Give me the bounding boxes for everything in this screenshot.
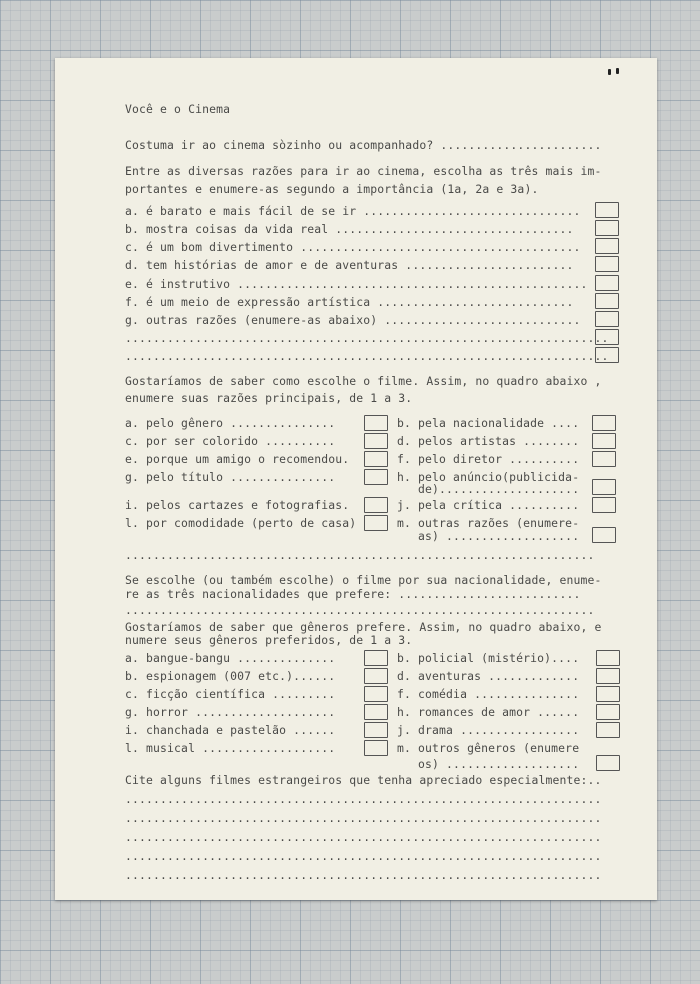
question-2-line-2: portantes e enumere-as segundo a importância (1a, 2a e 3a). bbox=[125, 182, 539, 196]
corner-mark-2 bbox=[616, 68, 619, 74]
q3-right-item: as) ................... bbox=[397, 529, 580, 543]
answer-box[interactable] bbox=[596, 755, 620, 771]
answer-box[interactable] bbox=[364, 722, 388, 738]
q3-right-item: b. pela nacionalidade .... bbox=[397, 416, 580, 430]
answer-box[interactable] bbox=[364, 668, 388, 684]
answer-box[interactable] bbox=[596, 650, 620, 666]
q6-answer-line: .................................................................... bbox=[125, 792, 602, 806]
answer-box[interactable] bbox=[595, 202, 619, 218]
q6-answer-line: .................................................................... bbox=[125, 830, 602, 844]
q3-right-item: de).................... bbox=[397, 482, 580, 496]
q2-item: e. é instrutivo .................................................. bbox=[125, 277, 588, 291]
question-6: Cite alguns filmes estrangeiros que tenha apreciado especialmente:.. bbox=[125, 773, 602, 787]
q3-left-item: e. porque um amigo o recomendou. bbox=[125, 452, 350, 466]
question-2-line-1: Entre as diversas razões para ir ao cinema, escolha as três mais im- bbox=[125, 164, 602, 178]
answer-box[interactable] bbox=[364, 740, 388, 756]
answer-box[interactable] bbox=[364, 704, 388, 720]
q3-right-item: d. pelos artistas ........ bbox=[397, 434, 580, 448]
q3-right-item: h. pelo anúncio(publicida- bbox=[397, 470, 580, 484]
q2-item: b. mostra coisas da vida real .................................. bbox=[125, 222, 574, 236]
q5-left-item: i. chanchada e pastelão ...... bbox=[125, 723, 336, 737]
answer-box[interactable] bbox=[592, 451, 616, 467]
answer-box[interactable] bbox=[592, 497, 616, 513]
q5-right-item: j. drama ................. bbox=[397, 723, 580, 737]
question-5-line-1: Gostaríamos de saber que gêneros prefere. Assim, no quadro abaixo, e bbox=[125, 620, 602, 634]
q3-left-item: c. por ser colorido .......... bbox=[125, 434, 336, 448]
answer-box[interactable] bbox=[595, 238, 619, 254]
answer-box[interactable] bbox=[364, 433, 388, 449]
answer-box[interactable] bbox=[364, 497, 388, 513]
answer-box[interactable] bbox=[592, 415, 616, 431]
q6-answer-line: .................................................................... bbox=[125, 868, 602, 882]
question-3-line-1: Gostaríamos de saber como escolhe o filme. Assim, no quadro abaixo , bbox=[125, 374, 602, 388]
q3-left-item: a. pelo gênero ............... bbox=[125, 416, 336, 430]
answer-box[interactable] bbox=[596, 668, 620, 684]
q5-right-item: b. policial (mistério).... bbox=[397, 651, 580, 665]
answer-box[interactable] bbox=[595, 275, 619, 291]
q2-item: c. é um bom divertimento ........................................ bbox=[125, 240, 581, 254]
answer-box[interactable] bbox=[364, 686, 388, 702]
q3-left-item: g. pelo título ............... bbox=[125, 470, 336, 484]
q5-left-item: l. musical ................... bbox=[125, 741, 336, 755]
answer-box[interactable] bbox=[595, 311, 619, 327]
q5-right-item: d. aventuras ............. bbox=[397, 669, 580, 683]
question-4-line-2: re as três nacionalidades que prefere: .......................... bbox=[125, 587, 581, 601]
q6-answer-line: .................................................................... bbox=[125, 849, 602, 863]
q2-item: ..................................................................... bbox=[125, 349, 609, 363]
answer-box[interactable] bbox=[595, 293, 619, 309]
question-4-line-1: Se escolhe (ou também escolhe) o filme por sua nacionalidade, enume- bbox=[125, 573, 602, 587]
answer-box[interactable] bbox=[595, 256, 619, 272]
answer-box[interactable] bbox=[364, 650, 388, 666]
q5-right-item: h. romances de amor ...... bbox=[397, 705, 580, 719]
corner-mark-1 bbox=[608, 69, 611, 75]
q2-item: g. outras razões (enumere-as abaixo) ............................ bbox=[125, 313, 581, 327]
q2-item: a. é barato e mais fácil de se ir ............................... bbox=[125, 204, 581, 218]
answer-box[interactable] bbox=[592, 433, 616, 449]
q5-right-item: f. comédia ............... bbox=[397, 687, 580, 701]
answer-box[interactable] bbox=[592, 479, 616, 495]
q4-answer-line: ................................................................... bbox=[125, 603, 595, 617]
q3-right-item: m. outras razões (enumere- bbox=[397, 516, 580, 530]
answer-box[interactable] bbox=[595, 347, 619, 363]
questionnaire-sheet bbox=[55, 58, 657, 900]
q5-right-item: os) ................... bbox=[397, 757, 580, 771]
q5-left-item: g. horror .................... bbox=[125, 705, 336, 719]
answer-box[interactable] bbox=[364, 415, 388, 431]
q3-answer-line: ................................................................... bbox=[125, 548, 595, 562]
q2-item: d. tem histórias de amor e de aventuras ........................ bbox=[125, 258, 574, 272]
q5-left-item: c. ficção científica ......... bbox=[125, 687, 336, 701]
answer-box[interactable] bbox=[596, 722, 620, 738]
answer-box[interactable] bbox=[595, 329, 619, 345]
question-3-line-2: enumere suas razões principais, de 1 a 3. bbox=[125, 391, 413, 405]
answer-box[interactable] bbox=[364, 515, 388, 531]
q3-right-item: j. pela crítica .......... bbox=[397, 498, 580, 512]
q2-item: f. é um meio de expressão artística ............................ bbox=[125, 295, 574, 309]
answer-box[interactable] bbox=[596, 686, 620, 702]
answer-box[interactable] bbox=[596, 704, 620, 720]
answer-box[interactable] bbox=[592, 527, 616, 543]
q5-left-item: b. espionagem (007 etc.)...... bbox=[125, 669, 336, 683]
q3-left-item: i. pelos cartazes e fotografias. bbox=[125, 498, 350, 512]
question-5-line-2: numere seus gêneros preferidos, de 1 a 3. bbox=[125, 633, 413, 647]
q3-right-item: f. pelo diretor .......... bbox=[397, 452, 580, 466]
q5-right-item: m. outros gêneros (enumere bbox=[397, 741, 580, 755]
answer-box[interactable] bbox=[595, 220, 619, 236]
question-1: Costuma ir ao cinema sòzinho ou acompanhado? ....................... bbox=[125, 138, 602, 152]
q3-left-item: l. por comodidade (perto de casa) bbox=[125, 516, 357, 530]
answer-box[interactable] bbox=[364, 451, 388, 467]
q6-answer-line: .................................................................... bbox=[125, 811, 602, 825]
page-title: Você e o Cinema bbox=[125, 102, 231, 116]
answer-box[interactable] bbox=[364, 469, 388, 485]
q2-item: ..................................................................... bbox=[125, 331, 609, 345]
q5-left-item: a. bangue-bangu .............. bbox=[125, 651, 336, 665]
